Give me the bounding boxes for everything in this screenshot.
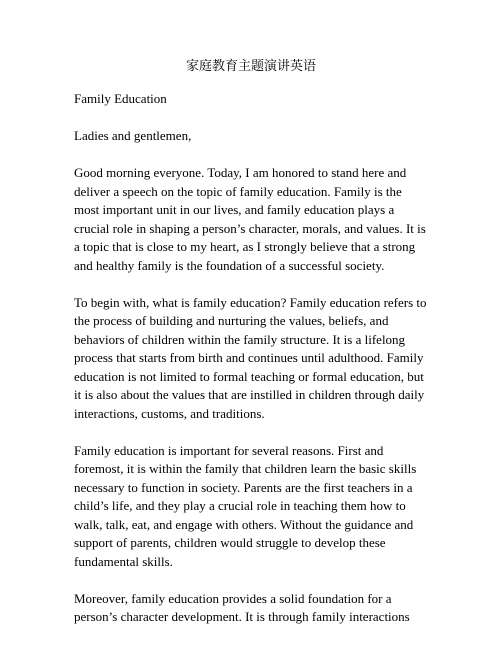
paragraph-2: To begin with, what is family education? Family education refers to the process of building and nurturing the values, beliefs, and behaviors of children within the family structure. It is a lifelong process that starts from birth and continues until adulthood. Family education is not limited to formal teaching or formal education, but it is also about the values that are instilled in children through daily interactions, customs, and traditions. (74, 294, 427, 421)
paragraph-1: Good morning everyone. Today, I am honored to stand here and deliver a speech on the topic of family education. Family is the most important unit in our lives, and family education plays a crucial role in shaping a person’s character, morals, and values. It is a topic that is close to my heart, as I strongly believe that a strong and healthy family is the foundation of a successful society. (74, 165, 426, 273)
salutation: Ladies and gentlemen, (74, 128, 192, 143)
document-body (74, 90, 430, 645)
document-title: 家庭教育主题演讲英语 (185, 58, 316, 73)
section-heading: Family Education (74, 91, 167, 106)
paragraph-4: Moreover, family education provides a solid foundation for a person’s character development. It is through family interactions (74, 590, 410, 624)
paragraph-3: Family education is important for several reasons. First and foremost, it is within the family that children learn the basic skills necessary to function in society. Parents are the first teachers in a child’s life, and they play a crucial role in teaching them how to walk, talk, eat, and engage with others. Without the guidance and support of parents, children would struggle to develop these fundamental skills. (74, 442, 417, 569)
